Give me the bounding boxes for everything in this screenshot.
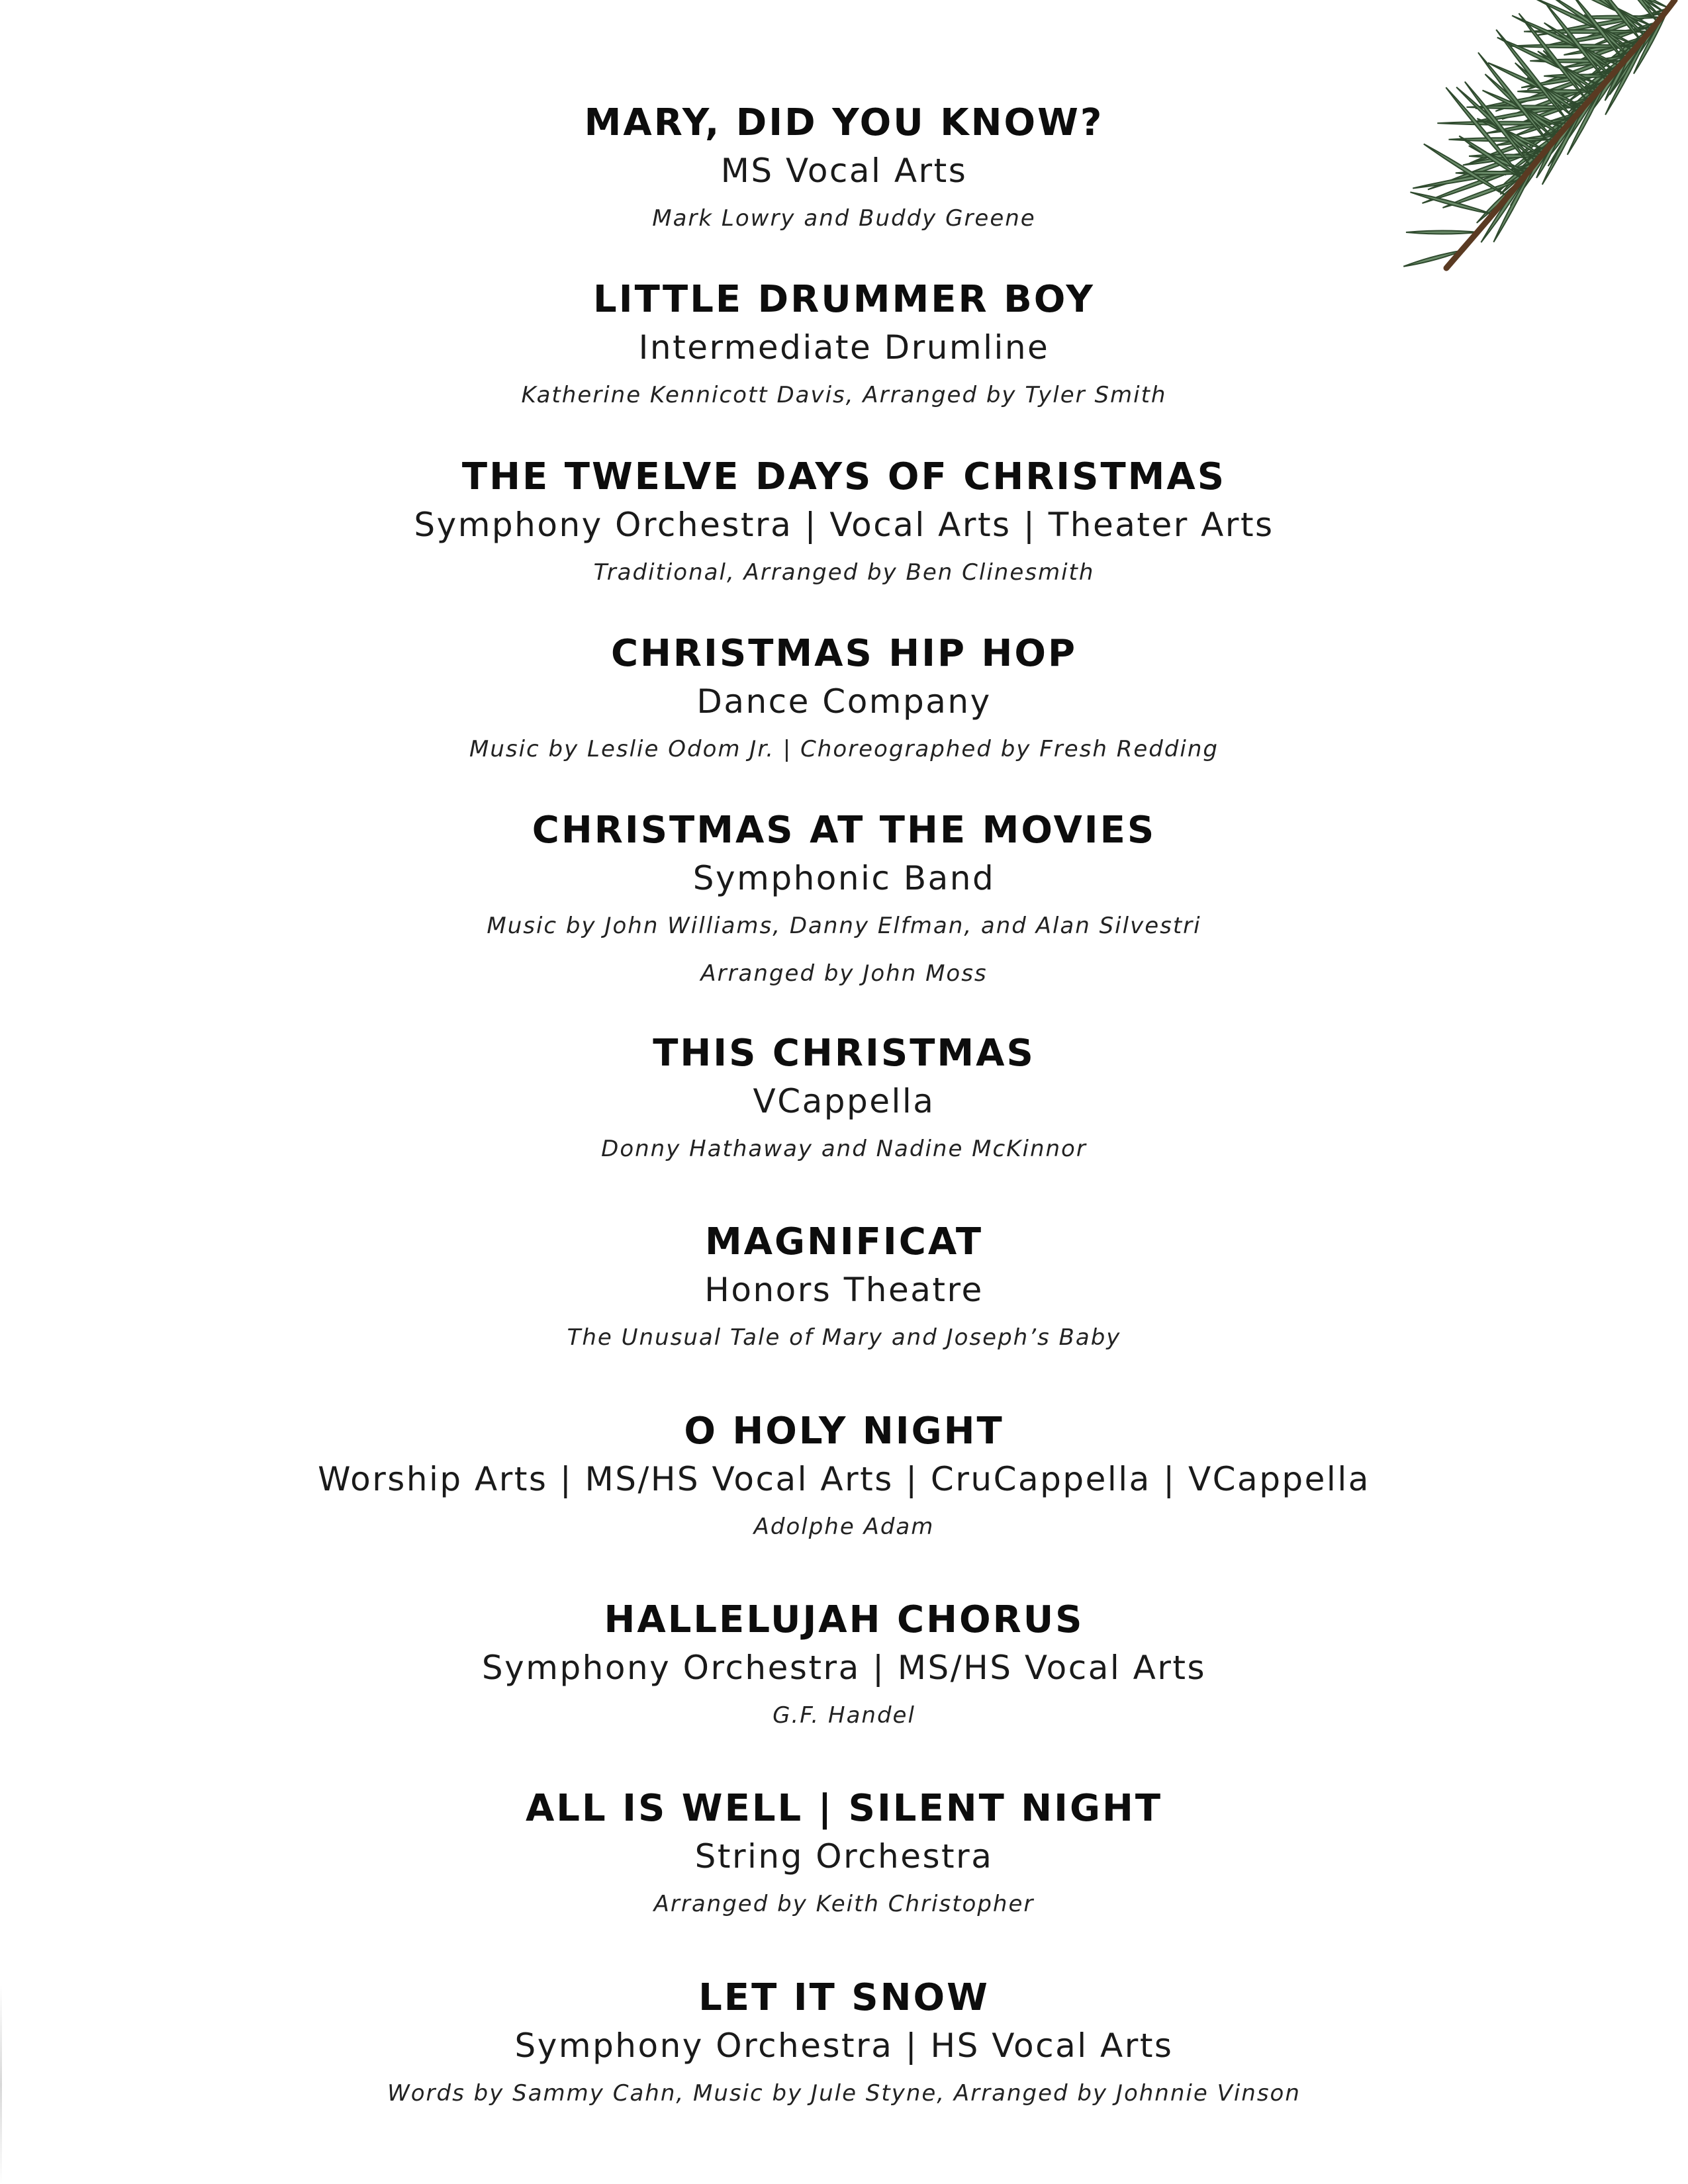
piece-title: O HOLY NIGHT (684, 1410, 1004, 1453)
program-item (0, 453, 1688, 596)
program-item (0, 1596, 1688, 1739)
ensemble-name: MS Vocal Arts (720, 152, 968, 190)
piece-title: CHRISTMAS AT THE MOVIES (532, 809, 1156, 852)
program-item (0, 630, 1688, 773)
piece-title: MAGNIFICAT (704, 1220, 984, 1263)
piece-credit: The Unusual Tale of Mary and Joseph’s Baby (567, 1324, 1121, 1351)
ensemble-name: Symphony Orchestra | MS/HS Vocal Arts (481, 1649, 1207, 1687)
ensemble-name: Worship Arts | MS/HS Vocal Arts | CruCappella | VCappella (318, 1460, 1370, 1498)
program-item (0, 1030, 1688, 1173)
piece-credit: Mark Lowry and Buddy Greene (652, 205, 1036, 232)
ensemble-name: Dance Company (696, 682, 992, 721)
piece-credit: Arranged by John Moss (700, 960, 988, 987)
piece-credit: Music by John Williams, Danny Elfman, and Alan Silvestri (487, 913, 1201, 939)
program-item (0, 99, 1688, 242)
program-item (0, 1785, 1688, 1928)
piece-credit: Words by Sammy Cahn, Music by Jule Styne, Arranged by Johnnie Vinson (387, 2080, 1301, 2107)
program-item (0, 276, 1688, 419)
ensemble-name: Symphonic Band (692, 859, 996, 897)
piece-title: THIS CHRISTMAS (653, 1032, 1035, 1075)
ensemble-name: Intermediate Drumline (638, 328, 1050, 367)
piece-credit: Arranged by Keith Christopher (653, 1891, 1035, 1917)
piece-title: LET IT SNOW (698, 1976, 990, 2019)
ensemble-name: VCappella (753, 1082, 935, 1120)
piece-credit: Katherine Kennicott Davis, Arranged by Tyler Smith (521, 382, 1167, 408)
ensemble-name: String Orchestra (694, 1837, 994, 1876)
program-item (0, 1218, 1688, 1361)
piece-credit: Music by Leslie Odom Jr. | Choreographed by Fresh Redding (469, 736, 1219, 762)
ensemble-name: Symphony Orchestra | Vocal Arts | Theater Arts (414, 506, 1274, 544)
piece-title: MARY, DID YOU KNOW? (584, 101, 1104, 144)
piece-title: ALL IS WELL | SILENT NIGHT (525, 1787, 1163, 1830)
ensemble-name: Symphony Orchestra | HS Vocal Arts (514, 2026, 1174, 2065)
piece-credit: G.F. Handel (773, 1702, 915, 1729)
program-item (0, 1408, 1688, 1551)
piece-credit: Donny Hathaway and Nadine McKinnor (601, 1136, 1087, 1162)
piece-title: CHRISTMAS HIP HOP (610, 632, 1078, 675)
ensemble-name: Honors Theatre (704, 1271, 984, 1309)
piece-credit: Traditional, Arranged by Ben Clinesmith (593, 559, 1095, 586)
piece-title: THE TWELVE DAYS OF CHRISTMAS (461, 455, 1227, 498)
page-edge-mark (0, 1985, 2, 2184)
piece-credit: Adolphe Adam (753, 1514, 935, 1540)
piece-title: LITTLE DRUMMER BOY (593, 278, 1095, 321)
program-item (0, 807, 1688, 997)
piece-title: HALLELUJAH CHORUS (604, 1598, 1084, 1641)
program-item (0, 1974, 1688, 2117)
